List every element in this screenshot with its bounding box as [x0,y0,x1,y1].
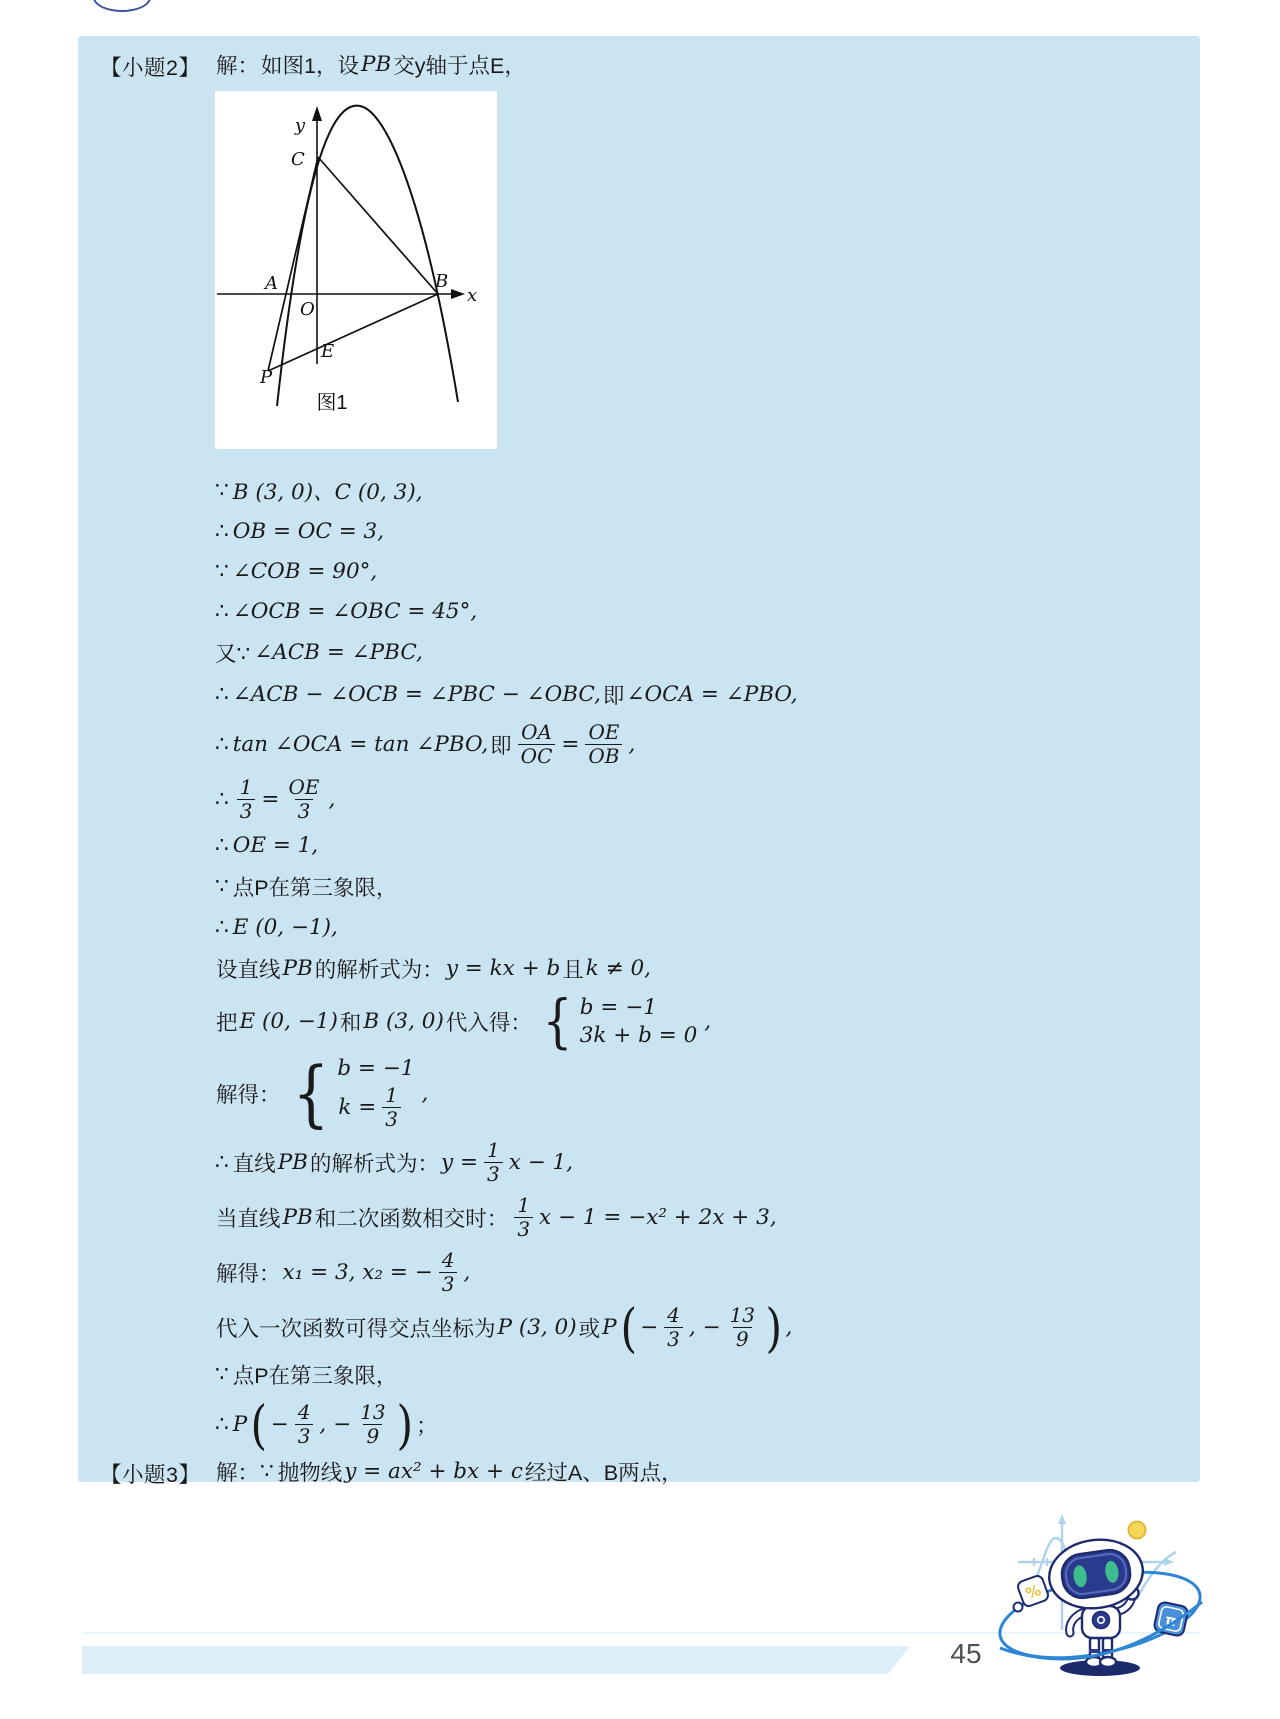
fraction: $\frac{OA}{OC}$ [518,721,556,768]
solution-step: 又∵ ∠ACB = ∠PBC, [215,640,423,667]
jie-prefix: 解： [216,1461,260,1485]
fraction: $\frac{OE}{3}$ [288,775,320,823]
figure-label-E: E [321,341,335,362]
figure-caption: 图1 [316,392,348,414]
fraction: $\frac{4}{3}$ [295,1401,314,1448]
solution-intro-line: 解： 如图1，设 PB 交y轴于点E， [215,49,1200,80]
fraction: $\frac{13}{9}$ [729,1303,756,1351]
solution-step: ∴ 直线 PB 的解析式为： y = $\frac{1}{3}$ x − 1, [215,1138,574,1186]
fraction: $\frac{1}{3}$ [382,1084,401,1131]
solution-step: ∴ $\frac{1}{3}$ = $\frac{OE}{3}$ , [215,775,336,823]
figure-label-B: B [435,271,449,292]
footer-decor-bar [82,1646,910,1674]
solution-step: 代入一次函数可得交点坐标为 P (3, 0) 或 P ( − $\frac{4}{3}$ , − $\frac{13}{9}$ ) , [216,1297,793,1358]
jie-prefix: 解： [216,54,260,78]
solution-step: ∵ 点P在第三象限， [215,1362,398,1388]
fraction: $\frac{1}{3}$ [514,1194,533,1241]
subquestion-2 [78,49,1200,1456]
solution-step: 把 E (0, −1) 和 B (3, 0) 代入得： { b = −1 3k + b = 0 , [216,987,712,1056]
right-paren: ) [765,1297,783,1358]
figure-label-y: y [294,115,305,136]
left-brace: { [542,987,573,1056]
fraction: $\frac{4}{3}$ [664,1304,683,1351]
left-paren: ( [620,1297,637,1358]
left-brace: { [292,1051,329,1136]
left-paren: ( [250,1394,268,1455]
fraction: $\frac{1}{3}$ [237,776,256,823]
right-paren: ) [396,1394,413,1455]
solution-step: ∴ E (0, −1), [215,915,338,940]
figure-label-P: P [260,367,273,388]
solution-step: ∵ ∠COB = 90°, [215,559,378,584]
yellow-dot-icon [1129,1522,1146,1539]
figure-label-O: O [300,299,315,320]
fraction: $\frac{OE}{OB}$ [585,721,622,768]
solution-step: ∴ tan ∠OCA = tan ∠PBO, 即 $\frac{OA}{OC}$ = $\frac{OE}{OB}$ , [215,720,636,768]
solution-step: 解得： { b = −1 k = $\frac{1}{3}$ , [216,1051,429,1136]
solution-step: 解得： x₁ = 3, x₂ = − $\frac{4}{3}$ , [216,1248,471,1296]
solution-step: 当直线 PB 和二次函数相交时： $\frac{1}{3}$ x − 1 = −x² + 2x + 3, [216,1193,777,1241]
fraction: $\frac{4}{3}$ [439,1249,458,1296]
figure-1 [215,91,497,449]
fraction: $\frac{13}{9}$ [360,1400,386,1448]
fraction: $\frac{1}{3}$ [484,1139,503,1186]
subquestion-3-label: 【小题3】 [100,1463,201,1487]
equation-system: { b = −1 3k + b = 0 [542,987,698,1056]
pi-icon: π [1163,1611,1178,1630]
page-number: 45 [950,1638,982,1669]
solution-step: ∴ OB = OC = 3, [215,519,385,544]
top-edge-decor [93,0,151,12]
figure-label-A: A [265,273,278,294]
solution-step: ∴ OE = 1, [215,833,319,858]
solution-step: 解： ∵ 抛物线 y = ax² + bx + c 经过A、B两点， [215,1456,1200,1487]
solution-step: ∵ 点P在第三象限， [215,874,398,900]
solution-step: ∵ B (3, 0)、C (0, 3), [215,478,423,505]
solution-step: ∴ ∠OCB = ∠OBC = 45°, [215,599,478,624]
solution-step: ∴ ∠ACB − ∠OCB = ∠PBC − ∠OBC, 即 ∠OCA = ∠PBO, [215,682,798,708]
solution-step: 设直线 PB 的解析式为： y = kx + b 且 k ≠ 0, [216,956,651,982]
solution-panel [78,36,1200,1487]
solution-step: ∴ P ( − $\frac{4}{3}$ , − $\frac{13}{9}$ ) ； [215,1394,438,1455]
percent-icon: % [1023,1580,1044,1603]
equation-system: { b = −1 k = $\frac{1}{3}$ [292,1051,415,1136]
figure-label-C: C [291,149,305,170]
subquestion-2-label: 【小题2】 [100,56,201,80]
subquestion-3 [78,1456,1200,1498]
figure-label-x: x [467,285,478,306]
robot-mascot-illustration [990,1500,1220,1710]
